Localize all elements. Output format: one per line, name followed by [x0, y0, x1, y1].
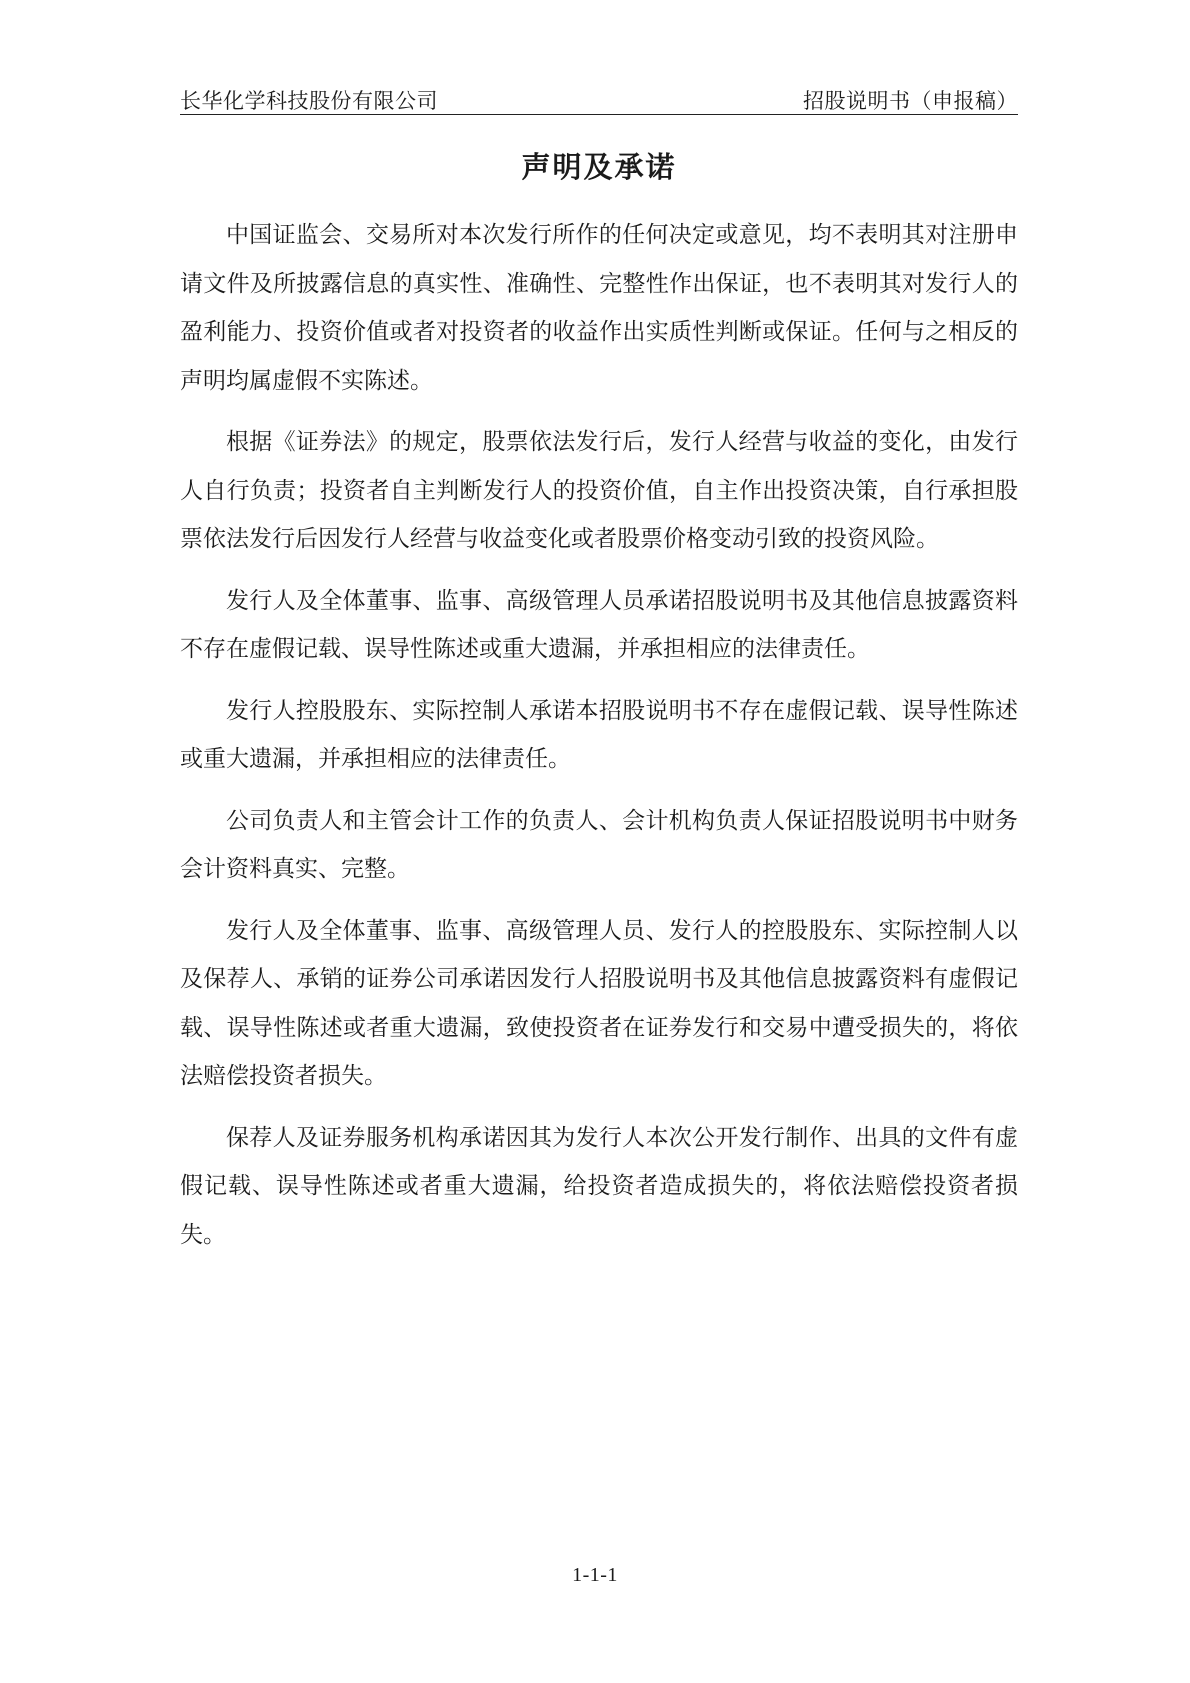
paragraph-4: 发行人控股股东、实际控制人承诺本招股说明书不存在虚假记载、误导性陈述或重大遗漏，并承担相应的法律责任。	[180, 697, 1018, 772]
paragraph-2: 根据《证券法》的规定，股票依法发行后，发行人经营与收益的变化，由发行人自行负责；投资者自主判断发行人的投资价值，自主作出投资决策，自行承担股票依法发行后因发行人经营与收益变化或者股票价格变动引致的投资风险。	[180, 429, 1018, 552]
page-title: 声明及承诺	[521, 150, 677, 184]
page-header	[180, 82, 1018, 115]
paragraph-5: 公司负责人和主管会计工作的负责人、会计机构负责人保证招股说明书中财务会计资料真实、完整。	[180, 807, 1018, 882]
paragraph-1: 中国证监会、交易所对本次发行所作的任何决定或意见，均不表明其对注册申请文件及所披露信息的真实性、准确性、完整性作出保证，也不表明其对发行人的盈利能力、投资价值或者对投资者的收益作出实质性判断或保证。任何与之相反的声明均属虚假不实陈述。	[180, 222, 1018, 394]
header-document-type: 招股说明书（申报稿）	[803, 89, 1018, 113]
page-number: 1-1-1	[572, 1564, 618, 1586]
document-body	[180, 211, 1018, 1272]
paragraph-7: 保荐人及证券服务机构承诺因其为发行人本次公开发行制作、出具的文件有虚假记载、误导性陈述或者重大遗漏，给投资者造成损失的，将依法赔偿投资者损失。	[180, 1124, 1018, 1248]
header-company-name: 长华化学科技股份有限公司	[180, 89, 438, 113]
paragraph-3: 发行人及全体董事、监事、高级管理人员承诺招股说明书及其他信息披露资料不存在虚假记载、误导性陈述或重大遗漏，并承担相应的法律责任。	[180, 587, 1018, 662]
paragraph-6: 发行人及全体董事、监事、高级管理人员、发行人的控股股东、实际控制人以及保荐人、承销的证券公司承诺因发行人招股说明书及其他信息披露资料有虚假记载、误导性陈述或者重大遗漏，致使投资者在证券发行和交易中遭受损失的，将依法赔偿投资者损失。	[180, 917, 1018, 1089]
